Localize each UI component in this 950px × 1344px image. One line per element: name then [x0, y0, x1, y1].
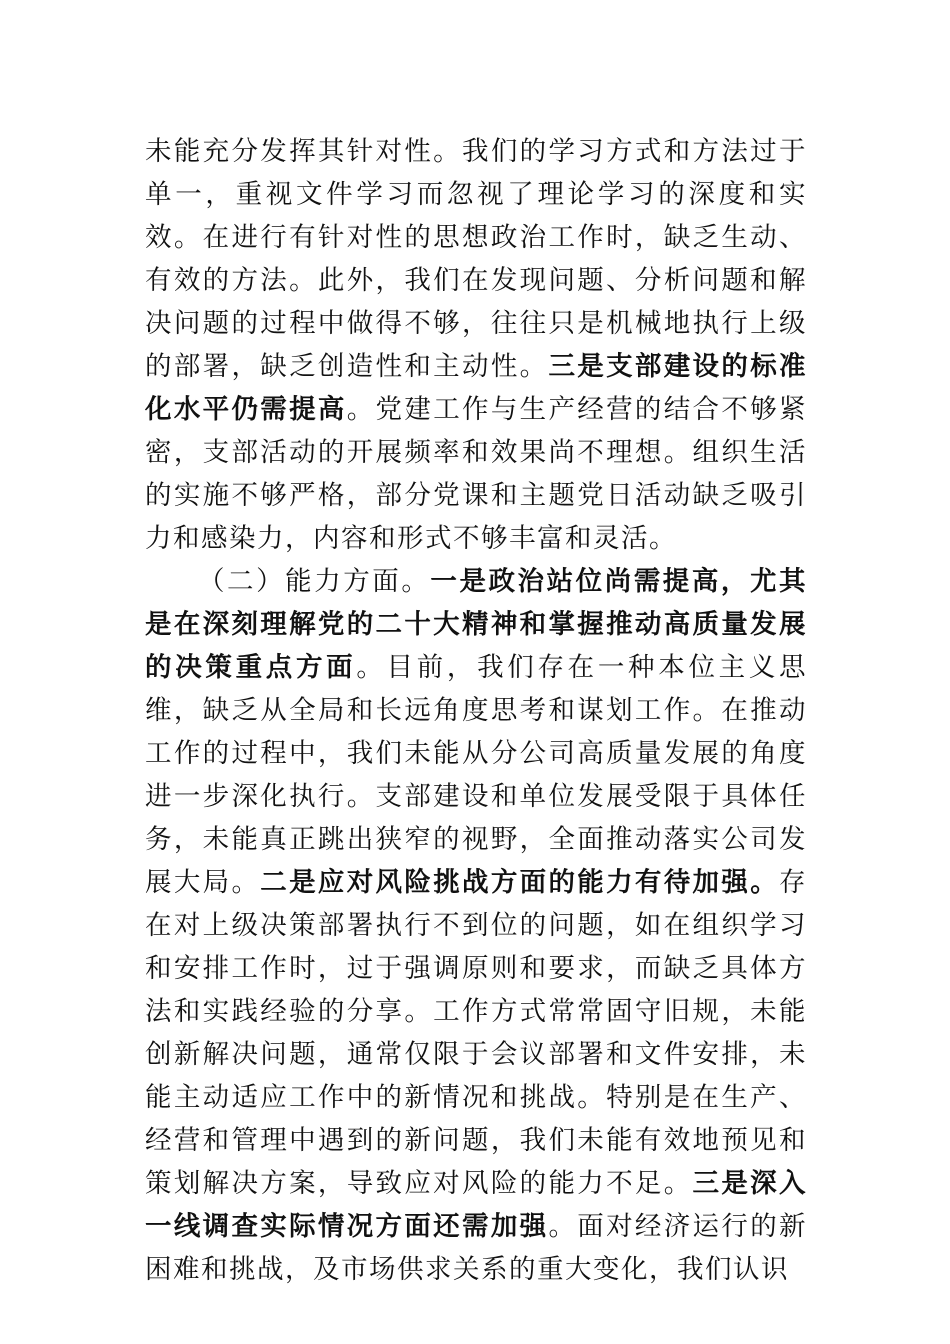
paragraph-2-bold-heading: 二是应对风险挑战方面的能力有待加强。: [260, 867, 780, 898]
section-heading: （二）能力方面。: [198, 566, 431, 597]
paragraph-2-text: 。面对经济运行的新困难和挑战，及市场供求关系的重大变化，我们认识: [145, 1211, 808, 1285]
paragraph-2: [145, 560, 807, 1291]
paragraph-1-text: 未能充分发挥其针对性。我们的学习方式和方法过于单一，重视文件学习而忽视了理论学习的深度和实效。在进行有针对性的思想政治工作时，缺乏生动、有效的方法。此外，我们在发现问题、分析问题和解决问题的过程中做得不够，往往只是机械地执行上级的部署，缺乏创造性和主动性。: [145, 136, 807, 382]
paragraph-2-text: 。目前，我们存在一种本位主义思维，缺乏从全局和长远角度思考和谋划工作。在推动工作的过程中，我们未能从分公司高质量发展的角度进一步深化执行。支部建设和单位发展受限于具体任务，未能真正跳出狭窄的视野，全面推动落实公司发展大局。: [145, 652, 808, 898]
document-page: [145, 130, 807, 1291]
paragraph-2-bold-heading: 三是深入一线调查实际情况方面还需加强: [145, 1168, 808, 1242]
paragraph-2-text: 存在对上级决策部署执行不到位的问题，如在组织学习和安排工作时，过于强调原则和要求，而缺乏具体方法和实践经验的分享。工作方式常常固守旧规，未能创新解决问题，通常仅限于会议部署和文件安排，未能主动适应工作中的新情况和挑战。特别是在生产、经营和管理中遇到的新问题，我们未能有效地预见和策划解决方案，导致应对风险的能力不足。: [145, 867, 808, 1199]
paragraph-1-text: 。党建工作与生产经营的结合不够紧密，支部活动的开展频率和效果尚不理想。组织生活的实施不够严格，部分党课和主题党日活动缺乏吸引力和感染力，内容和形式不够丰富和灵活。: [145, 394, 808, 554]
paragraph-1-bold-heading: 三是支部建设的标准化水平仍需提高: [145, 351, 808, 425]
paragraph-1: [145, 130, 807, 560]
paragraph-2-bold-heading: 一是政治站位尚需提高，尤其是在深刻理解党的二十大精神和掌握推动高质量发展的决策重点方面: [145, 566, 808, 683]
